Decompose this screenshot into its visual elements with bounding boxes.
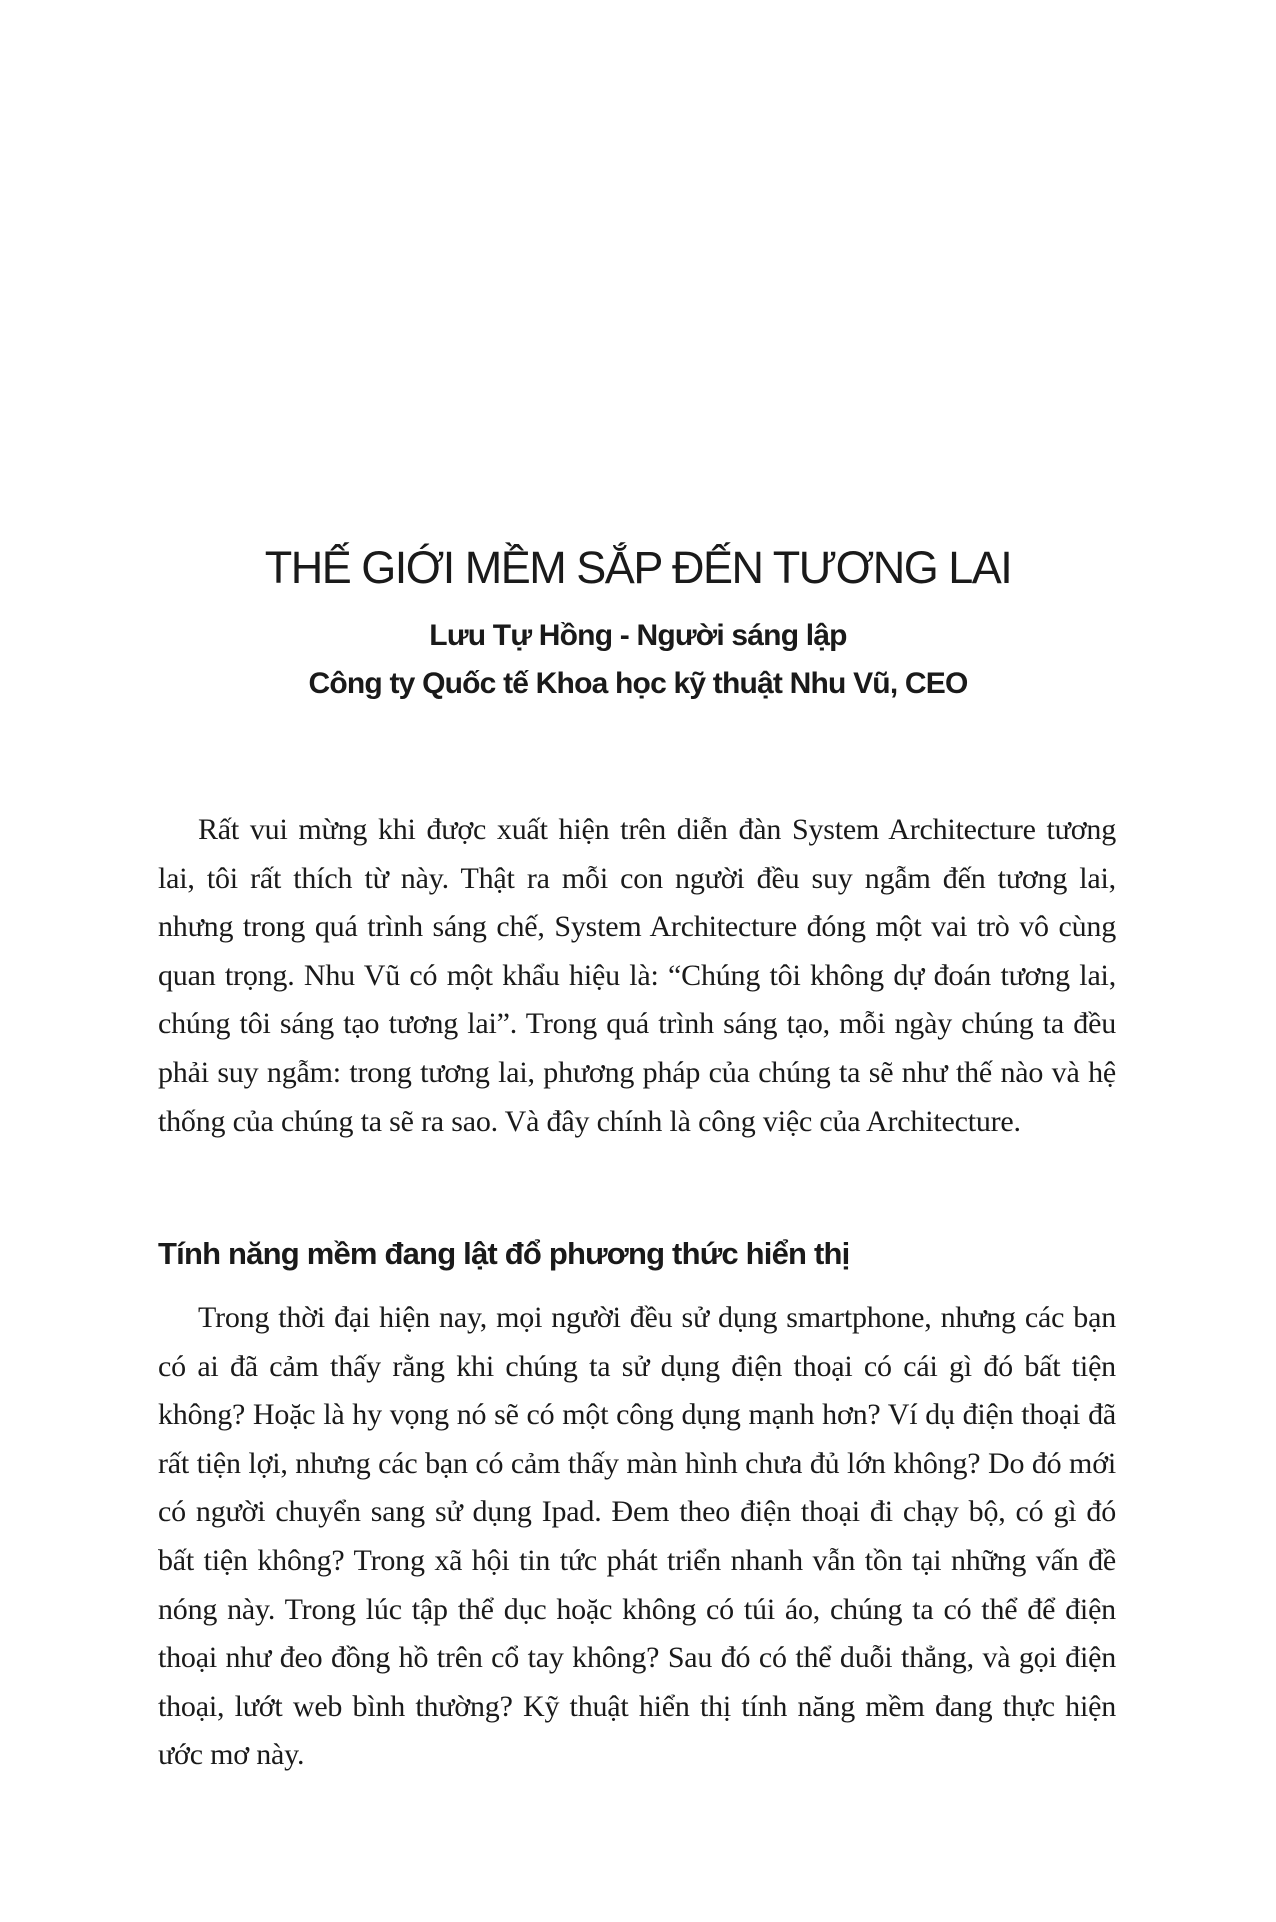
chapter-title: THẾ GIỚI MỀM SẮP ĐẾN TƯƠNG LAI xyxy=(264,542,1012,593)
section-heading: Tính năng mềm đang lật đổ phương thức hiển thị xyxy=(158,1236,850,1271)
intro-paragraph: Rất vui mừng khi được xuất hiện trên diễn đàn System Architecture tương lai, tôi rất thích từ này. Thật ra mỗi con người đều suy ngẫm đến tương lai, nhưng trong quá trình sáng chế, System Architecture đóng một vai trò vô cùng quan trọng. Nhu Vũ có một khẩu hiệu là: “Chúng tôi không dự đoán tương lai, chúng tôi sáng tạo tương lai”. Trong quá trình sáng tạo, mỗi ngày chúng ta đều phải suy ngẫm: trong tương lai, phương pháp của chúng ta sẽ như thế nào và hệ thống của chúng ta sẽ ra sao. Và đây chính là công việc của Architecture. xyxy=(158,813,1116,1138)
author-company: Công ty Quốc tế Khoa học kỹ thuật Nhu Vũ, CEO xyxy=(308,667,968,700)
section-paragraph: Trong thời đại hiện nay, mọi người đều sử dụng smartphone, nhưng các bạn có ai đã cảm thấy rằng khi chúng ta sử dụng điện thoại có cái gì đó bất tiện không? Hoặc là hy vọng nó sẽ có một công dụng mạnh hơn? Ví dụ điện thoại đã rất tiện lợi, nhưng các bạn có cảm thấy màn hình chưa đủ lớn không? Do đó mới có người chuyển sang sử dụng Ipad. Đem theo điện thoại đi chạy bộ, có gì đó bất tiện không? Trong xã hội tin tức phát triển nhanh vẫn tồn tại những vấn đề nóng này. Trong lúc tập thể dục hoặc không có túi áo, chúng ta có thể để điện thoại như đeo đồng hồ trên cổ tay không? Sau đó có thể duỗi thẳng, và gọi điện thoại, lướt web bình thường? Kỹ thuật hiển thị tính năng mềm đang thực hiện ước mơ này. xyxy=(158,1301,1116,1772)
author-name-role: Lưu Tự Hồng - Người sáng lập xyxy=(429,619,847,652)
